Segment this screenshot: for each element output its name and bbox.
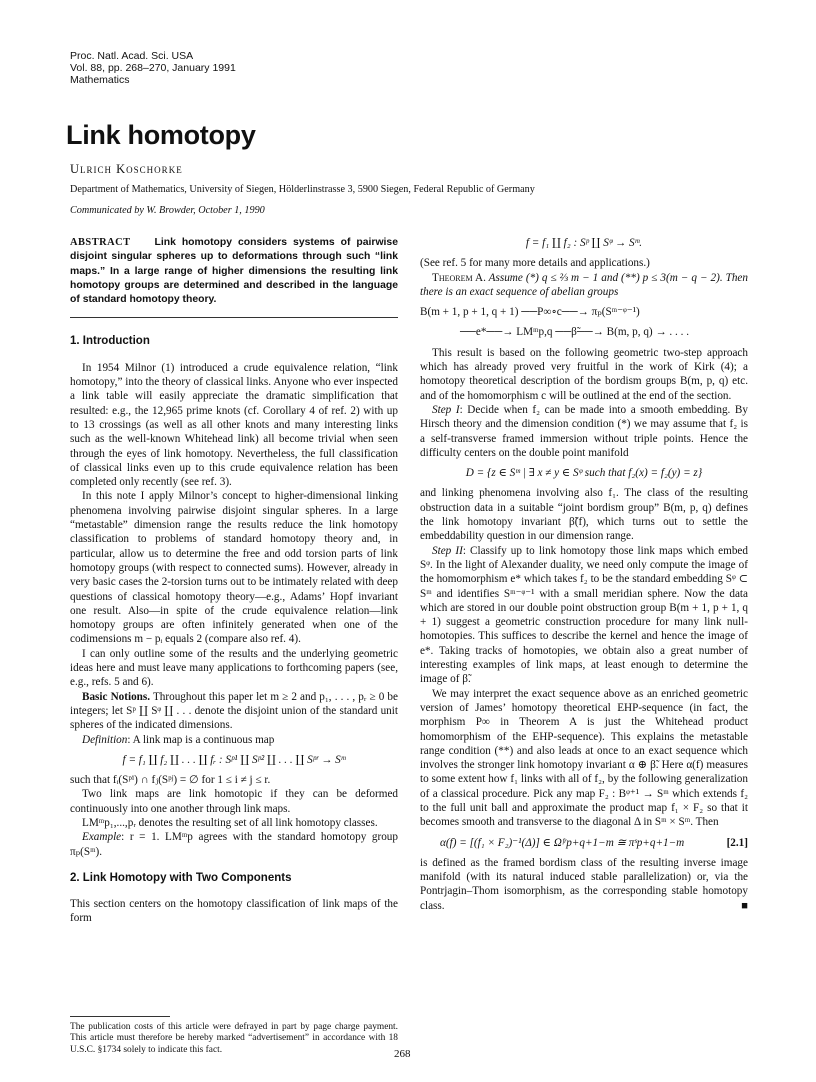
abstract-divider [70, 317, 398, 318]
disjointness-condition: such that fᵢ(Sᵖⁱ) ∩ fⱼ(Sᵖʲ) = ∅ for 1 ≤ i ≠ j ≤ r. [70, 774, 271, 787]
step-one-runin: Step I [432, 403, 460, 416]
journal-name: Proc. Natl. Acad. Sci. USA [70, 50, 194, 62]
intro-paragraph-2: In this note I apply Milnor’s concept to higher-dimensional linking phenomena involving pairwise disjoint singular spheres. In a large “metastable” dimension range the results reduce the link homotopy classification to problems of standard homotopy theory and, in particular, allow us to determine the free and odd torsion parts of link homotopy groups (with respect to connected sums). However, already in very basic cases the 2-torsion turns out to be intimately related with deep questions of classical homotopy theory—e.g., Adams’ Hopf invariant one result. Also—in spite of the crude equivalence relation—link homotopy groups are often infinitely generated when one of the codimensions m − pᵢ equals 2 (compare also ref. 4). [70, 490, 398, 646]
page-number: 268 [394, 1048, 411, 1060]
step-one [420, 403, 748, 460]
intro-paragraph-1: In 1954 Milnor (1) introduced a crude equivalence relation, “link homotopy,” into the theory of classical links. Anyone who ever inspected a link table will easily appreciate the dramatic simplification that resulted: e.g., the 12,965 prime knots (cf. Corollary 4 of ref. 2) with up to 13 crossings (as well as all other knots and many interesting links such as the well-known Whitehead link) all become trivial when seen through the eyes of link homotopy. Nevertheless, the full classification of classical links even up to this crude equivalence relation has been completed only recently (see ref. 3). [70, 361, 398, 489]
qed-mark: ■ [741, 899, 748, 912]
exact-sequence-line-2: ──e*──→ LMᵐp,q ──β̃──→ B(m, p, q) → . . . . [460, 326, 690, 339]
see-ref-note: (See ref. 5 for many more details and applications.) [420, 257, 650, 270]
alpha-equation-body: α(f) = [(f₁ × F₂)⁻¹(Δ)] ∈ Ωᶠʳp+q+1−m ≅ πˢp+q+1−m [440, 836, 685, 849]
basic-notions [70, 690, 398, 733]
paper-title: Link homotopy [66, 120, 256, 150]
volume-info: Vol. 88, pp. 268–270, January 1991 [70, 62, 236, 74]
step-one-text: : Decide when f₂ can be made into a smooth embedding. By Hirsch theory and the dimension condition (*) we may assume that f₂ is a self-transverse framed immersion without triple points. Hence the difficulty centers on the double point manifold [420, 403, 748, 459]
alpha-equation [420, 836, 748, 850]
link-map-equation: f = f₁ ∐ f₂ ∐ . . . ∐ fᵣ : Sᵖ¹ ∐ Sᵖ² ∐ . . . ∐ Sᵖʳ → Sᵐ [122, 753, 346, 766]
step-two-text: : Classify up to link homotopy those link maps which embed Sᵠ. In the light of Alexander duality, we need only compute the image of the homomorphism e* which takes f₂ to be the standard embedding Sᵠ ⊂ Sᵐ and identifies Sᵐ⁻ᵠ⁻¹ with a small meridian sphere. Now the data which are stored in our double point obstruction group B(m + 1, p + 1, q + 1) suggest a geometric construction procedure for many link null-homotopies. This suffices to describe the kernel and hence the image of e*. Taking tracks of homotopies, we obtain also a great number of interesting examples of link maps, at least enough to determine the image of β̃. [420, 544, 748, 686]
two-component-map-equation: f = f₁ ∐ f₂ : Sᵖ ∐ Sᵠ → Sᵐ. [525, 237, 643, 249]
affiliation: Department of Mathematics, University of Siegen, Hölderlinstrasse 3, 5900 Siegen, Federal Republic of Germany [70, 184, 535, 195]
definition-text: : A link map is a continuous map [127, 733, 275, 746]
basic-notions-text: Throughout this paper let m ≥ 2 and p₁, . . . , pᵣ ≥ 0 be integers; let Sᵖ ∐ Sᵠ ∐ . . . denote the disjoint union of the standard unit spheres of the indicated dimensions. [70, 690, 398, 732]
definition [70, 733, 398, 747]
footnote-rule [70, 1016, 170, 1017]
abstract-label: ABSTRACT [70, 237, 131, 248]
equation-number: [2.1] [726, 836, 748, 849]
lm-set-paragraph: LMᵐp₁,...,pᵣ denotes the resulting set of all link homotopy classes. [82, 816, 378, 829]
definition-runin: Definition [82, 733, 128, 746]
example-text: : r = 1. LMᵐp agrees with the standard homotopy group πₚ(Sᵐ). [70, 831, 398, 858]
intro-paragraph-3: I can only outline some of the results and the underlying geometric ideas here and must leave many applications to forthcoming papers (see, e.g., refs. 5 and 6). [70, 647, 398, 689]
left-column [70, 236, 398, 926]
footnote: The publication costs of this article were defrayed in part by page charge payment. This article must therefore be hereby marked “advertisement” in accordance with 18 U.S.C. §1734 solely to indicate this fact. [70, 1022, 398, 1055]
section-2-heading: 2. Link Homotopy with Two Components [70, 871, 292, 884]
section-1-heading: 1. Introduction [70, 335, 150, 348]
subject: Mathematics [70, 74, 130, 86]
basic-notions-runin: Basic Notions. [82, 690, 151, 703]
abstract-text: Link homotopy considers systems of pairwise disjoint singular spheres up to deformations through such “link maps.” In a large range of higher dimensions the resulting link homotopy groups are determined and described in the language of standard homotopy theory. [70, 237, 398, 306]
section-2-paragraph: This section centers on the homotopy classification of link maps of the form [70, 898, 398, 925]
link-homotopic-paragraph: Two link maps are link homotopic if they can be deformed continuously into one another through link maps. [70, 788, 398, 815]
example [70, 830, 398, 859]
abstract [70, 236, 398, 307]
step-two-runin: Step II [432, 544, 463, 557]
example-runin: Example [82, 831, 122, 844]
theorem-a [420, 271, 748, 300]
framed-bordism-paragraph [420, 856, 748, 913]
double-point-manifold-equation: D = {z ∈ Sᵐ | ∃ x ≠ y ∈ Sᵠ such that f₂(x) = f₂(y) = z} [465, 467, 703, 480]
communicated-by: Communicated by W. Browder, October 1, 1990 [70, 205, 265, 216]
exact-sequence-line-1: B(m + 1, p + 1, q + 1) ──P∞∘c──→ πₚ(Sᵐ⁻ᵠ⁻¹) [420, 306, 640, 319]
step-two [420, 544, 748, 687]
ehp-paragraph: We may interpret the exact sequence above as an enriched geometric version of James’ homotopy theoretical EHP-sequence (in fact, the morphism P∞ in Theorem A is just the Whitehead product homomorphism of the EHP-sequence). This explains the metastable range condition (**) and also leads at once to an exact sequence which involves the stronger link homotopy invariant α ⊕ β̃. Here α(f) measures to some extent how f₁ links with all of f₂, by the following generalization of a classical procedure. Pick any map F₂ : Bᵠ⁺¹ → Sᵐ which extends f₂ to the full unit ball and approximate the product map f₁ × F₂ so that it becomes smooth and transverse to the diagonal Δ in Sᵐ × Sᵐ. Then [420, 687, 748, 829]
journal-header [70, 50, 236, 86]
theorem-a-label: Theorem A. [432, 271, 486, 284]
framed-bordism-text: is defined as the framed bordism class of the resulting inverse image manifold (with its natural induced stable parallelization) or, via the Pontrjagin–Thom isomorphism, as the corresponding stable homotopy class. [420, 856, 748, 912]
theorem-a-text: Assume (*) q ≤ ⅔ m − 1 and (**) p ≤ 3(m − q − 2). Then there is an exact sequence of abelian groups [420, 271, 748, 298]
approach-paragraph: This result is based on the following geometric two-step approach which has already proved very fruitful in the work of Kirk (4); a homotopy theoretical description of the bordism groups B(m, p, q) etc. and of the homomorphism c will be outlined at the end of the section. [420, 346, 748, 402]
right-column [420, 236, 748, 913]
linking-phenomena-paragraph: and linking phenomena involving also f₁. The class of the resulting obstruction data in a suitable “joint bordism group” B(m, p, q) defines the link homotopy invariant β̃(f), which turns out to settle the embeddability question in our dimension range. [420, 487, 748, 543]
author: Ulrich Koschorke [70, 162, 183, 176]
